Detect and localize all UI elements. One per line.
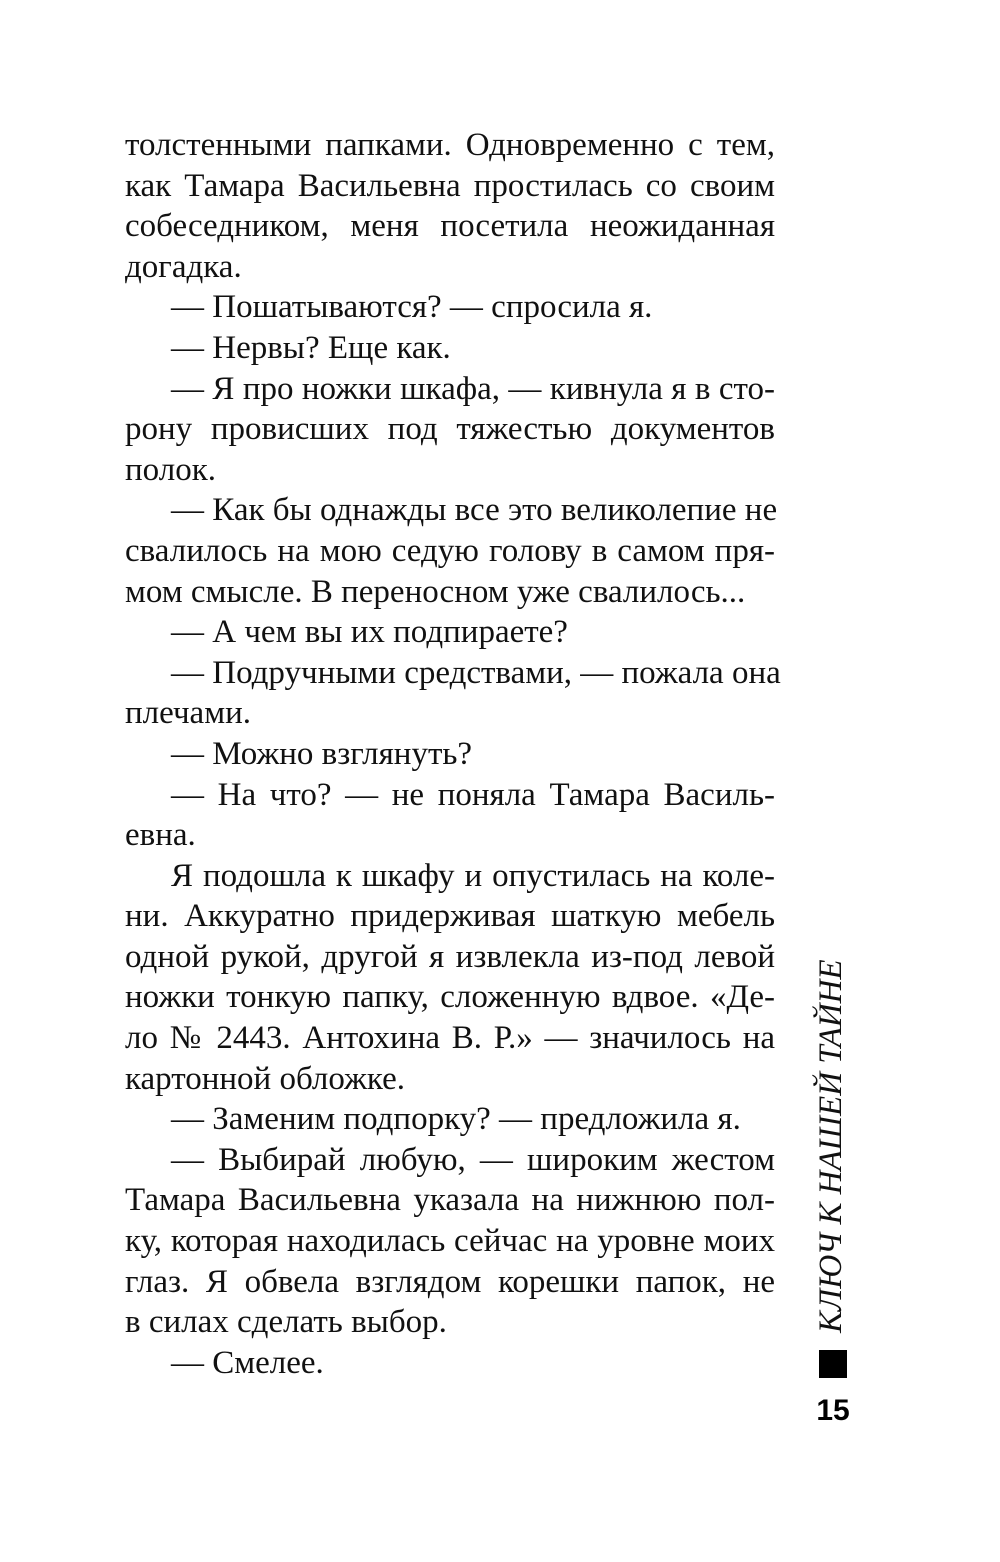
text-line: собеседником, меня посетила неожиданная bbox=[125, 208, 775, 245]
text-line: — Подручными средствами, — пожала она bbox=[171, 654, 781, 691]
text-line: ни. Аккуратно придерживая шаткую мебель bbox=[125, 898, 775, 935]
text-line: плечами. bbox=[125, 695, 251, 732]
text-line: — Нервы? Еще как. bbox=[171, 329, 451, 366]
text-line: — Выбирай любую, — широким жестом bbox=[171, 1141, 775, 1178]
text-line: — А чем вы их подпираете? bbox=[171, 614, 568, 651]
text-line: рону провисших под тяжестью документов bbox=[125, 411, 775, 448]
text-line: как Тамара Васильевна простилась со своим bbox=[125, 167, 775, 204]
text-line: Тамара Васильевна указала на нижнюю пол- bbox=[125, 1182, 775, 1219]
text-line: — Можно взглянуть? bbox=[171, 735, 473, 772]
text-line: глаз. Я обвела взглядом корешки папок, не bbox=[125, 1263, 775, 1300]
text-line: — Я про ножки шкафа, — кивнула я в сто- bbox=[171, 370, 775, 407]
text-line: догадка. bbox=[125, 248, 242, 285]
text-line: полок. bbox=[125, 451, 216, 488]
text-line: — Пошатываются? — спросила я. bbox=[171, 289, 653, 326]
text-line: ку, которая находилась сейчас на уровне моих bbox=[125, 1223, 775, 1260]
text-line: ло № 2443. Антохина В. Р.» — значилось на bbox=[125, 1020, 775, 1057]
body-text bbox=[125, 125, 781, 1383]
text-line: свалилось на мою седую голову в самом пря- bbox=[125, 532, 775, 569]
text-line: — Как бы однажды все это великолепие не bbox=[171, 492, 778, 529]
text-line: — На что? — не поняла Тамара Василь- bbox=[171, 776, 775, 813]
text-line: толстенными папками. Одновременно с тем, bbox=[125, 127, 775, 163]
text-line: картонной обложке. bbox=[125, 1060, 405, 1097]
section-marker bbox=[819, 1350, 847, 1378]
page-number: 15 bbox=[816, 1394, 850, 1427]
text-line: мом смысле. В переносном уже свалилось... bbox=[125, 573, 746, 610]
text-line: евна. bbox=[125, 817, 196, 854]
text-line: одной рукой, другой я извлекла из-под левой bbox=[125, 938, 775, 975]
text-line: — Смелее. bbox=[171, 1344, 324, 1381]
text-line: ножки тонкую папку, сложенную вдвое. «Де- bbox=[125, 979, 775, 1016]
text-line: Я подошла к шкафу и опустилась на коле- bbox=[171, 857, 775, 894]
running-title: КЛЮЧ К НАШЕЙ ТАЙНЕ bbox=[813, 959, 849, 1333]
text-line: в силах сделать выбор. bbox=[125, 1304, 447, 1341]
text-line: — Заменим подпорку? — предложила я. bbox=[171, 1101, 741, 1138]
